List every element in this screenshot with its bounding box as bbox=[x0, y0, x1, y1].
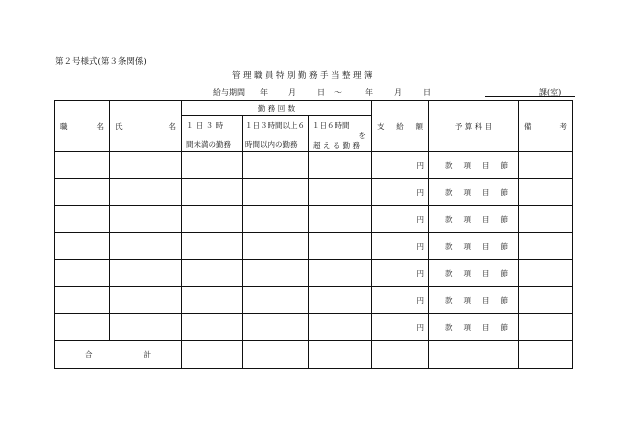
table-row bbox=[55, 179, 573, 206]
payment-cell[interactable] bbox=[372, 287, 429, 314]
budget-item-label: 節 bbox=[500, 322, 508, 332]
budget-cell[interactable] bbox=[429, 314, 519, 341]
payment-cell[interactable] bbox=[372, 179, 429, 206]
remarks-cell[interactable] bbox=[519, 152, 573, 179]
post-cell[interactable] bbox=[55, 260, 110, 287]
period-day-1: 日 bbox=[317, 88, 325, 97]
ledger-table bbox=[54, 100, 573, 369]
name-cell[interactable] bbox=[110, 314, 182, 341]
name-cell[interactable] bbox=[110, 152, 182, 179]
under-3h-cell[interactable] bbox=[182, 152, 243, 179]
total-payment[interactable] bbox=[372, 341, 429, 369]
period-tilde: 〜 bbox=[334, 88, 342, 97]
budget-item-labels bbox=[429, 322, 518, 333]
post-cell[interactable] bbox=[55, 314, 110, 341]
3h-to-6h-cell[interactable] bbox=[243, 233, 309, 260]
budget-cell[interactable] bbox=[429, 233, 519, 260]
budget-item-label: 款 bbox=[445, 322, 453, 332]
table-row bbox=[55, 314, 573, 341]
budget-item-label: 款 bbox=[445, 241, 453, 251]
remarks-cell[interactable] bbox=[519, 287, 573, 314]
period-year-1: 年 bbox=[260, 88, 268, 97]
remarks-cell[interactable] bbox=[519, 206, 573, 233]
budget-item-labels bbox=[429, 268, 518, 279]
remarks-header: 備 考 bbox=[519, 101, 573, 152]
department-blank-line bbox=[485, 96, 575, 97]
3h-to-6h-cell[interactable] bbox=[243, 260, 309, 287]
budget-item-label: 目 bbox=[482, 295, 490, 305]
yen-label: 円 bbox=[416, 241, 424, 251]
yen-label: 円 bbox=[416, 295, 424, 305]
under-3h-cell[interactable] bbox=[182, 179, 243, 206]
total-3h-to-6h[interactable] bbox=[243, 341, 309, 369]
name-cell[interactable] bbox=[110, 179, 182, 206]
budget-cell[interactable] bbox=[429, 287, 519, 314]
payment-cell[interactable] bbox=[372, 314, 429, 341]
name-cell[interactable] bbox=[110, 206, 182, 233]
name-cell[interactable] bbox=[110, 287, 182, 314]
payment-cell[interactable] bbox=[372, 206, 429, 233]
budget-item-label: 節 bbox=[500, 187, 508, 197]
total-under-3h[interactable] bbox=[182, 341, 243, 369]
budget-item-labels bbox=[429, 187, 518, 198]
over-6h-cell[interactable] bbox=[309, 260, 372, 287]
period-month-1: 月 bbox=[288, 88, 296, 97]
post-cell[interactable] bbox=[55, 233, 110, 260]
budget-item-label: 款 bbox=[445, 160, 453, 170]
budget-item-label: 目 bbox=[482, 214, 490, 224]
budget-item-label: 節 bbox=[500, 268, 508, 278]
post-cell[interactable] bbox=[55, 287, 110, 314]
over-6h-cell[interactable] bbox=[309, 152, 372, 179]
remarks-cell[interactable] bbox=[519, 179, 573, 206]
budget-item-label: 款 bbox=[445, 214, 453, 224]
budget-item-label: 項 bbox=[463, 187, 471, 197]
pay-period-label: 給与期間 bbox=[213, 88, 245, 97]
budget-item-labels bbox=[429, 295, 518, 306]
department-suffix: 課(室) bbox=[539, 88, 562, 97]
form-number-label: 第２号様式(第３条関係) bbox=[55, 57, 147, 67]
name-cell[interactable] bbox=[110, 233, 182, 260]
yen-label: 円 bbox=[416, 268, 424, 278]
remarks-cell[interactable] bbox=[519, 233, 573, 260]
remarks-cell[interactable] bbox=[519, 314, 573, 341]
document-title: 管理職員特別勤務手当整理簿 bbox=[232, 71, 376, 81]
over-6h-cell[interactable] bbox=[309, 233, 372, 260]
budget-cell[interactable] bbox=[429, 260, 519, 287]
3h-to-6h-cell[interactable] bbox=[243, 152, 309, 179]
over-6h-cell[interactable] bbox=[309, 314, 372, 341]
table-row bbox=[55, 233, 573, 260]
yen-label: 円 bbox=[416, 187, 424, 197]
under-3h-cell[interactable] bbox=[182, 260, 243, 287]
period-year-2: 年 bbox=[365, 88, 373, 97]
work-count-header: 勤 務 回 数 bbox=[182, 101, 372, 116]
budget-item-label: 項 bbox=[463, 268, 471, 278]
budget-item-label: 目 bbox=[482, 322, 490, 332]
payment-cell[interactable] bbox=[372, 233, 429, 260]
under-3h-cell[interactable] bbox=[182, 287, 243, 314]
3h-to-6h-header: １日３時間以上６ 時間以内の勤務 bbox=[243, 116, 309, 152]
budget-item-label: 節 bbox=[500, 160, 508, 170]
post-cell[interactable] bbox=[55, 179, 110, 206]
budget-item-labels bbox=[429, 214, 518, 225]
budget-item-label: 項 bbox=[463, 214, 471, 224]
total-over-6h[interactable] bbox=[309, 341, 372, 369]
budget-cell[interactable] bbox=[429, 152, 519, 179]
budget-item-label: 目 bbox=[482, 268, 490, 278]
budget-item-label: 款 bbox=[445, 295, 453, 305]
under-3h-header: １ 日 ３ 時 間未満の勤務 bbox=[182, 116, 243, 152]
budget-cell[interactable] bbox=[429, 179, 519, 206]
budget-header: 予 算 科 目 bbox=[429, 101, 519, 152]
period-day-2: 日 bbox=[423, 88, 431, 97]
budget-cell[interactable] bbox=[429, 206, 519, 233]
budget-item-label: 節 bbox=[500, 214, 508, 224]
payment-cell[interactable] bbox=[372, 152, 429, 179]
table-row bbox=[55, 152, 573, 179]
budget-item-label: 目 bbox=[482, 187, 490, 197]
3h-to-6h-cell[interactable] bbox=[243, 206, 309, 233]
budget-item-label: 節 bbox=[500, 295, 508, 305]
budget-item-label: 項 bbox=[463, 160, 471, 170]
total-label: 合 計 bbox=[55, 341, 182, 369]
budget-item-label: 項 bbox=[463, 241, 471, 251]
table-row bbox=[55, 287, 573, 314]
yen-label: 円 bbox=[416, 214, 424, 224]
3h-to-6h-cell[interactable] bbox=[243, 287, 309, 314]
under-3h-cell[interactable] bbox=[182, 206, 243, 233]
period-month-2: 月 bbox=[394, 88, 402, 97]
header-row-1 bbox=[55, 101, 573, 116]
name-header: 氏 名 bbox=[110, 101, 182, 152]
budget-item-label: 項 bbox=[463, 295, 471, 305]
under-3h-cell[interactable] bbox=[182, 233, 243, 260]
budget-item-label: 款 bbox=[445, 268, 453, 278]
3h-to-6h-cell[interactable] bbox=[243, 314, 309, 341]
budget-item-label: 款 bbox=[445, 187, 453, 197]
budget-item-label: 目 bbox=[482, 160, 490, 170]
payment-header: 支 給 額 bbox=[372, 101, 429, 152]
yen-label: 円 bbox=[416, 160, 424, 170]
budget-item-labels bbox=[429, 241, 518, 252]
post-cell[interactable] bbox=[55, 152, 110, 179]
payment-cell[interactable] bbox=[372, 260, 429, 287]
3h-to-6h-cell[interactable] bbox=[243, 179, 309, 206]
budget-item-labels bbox=[429, 160, 518, 171]
table-row bbox=[55, 260, 573, 287]
over-6h-cell[interactable] bbox=[309, 179, 372, 206]
over-6h-header: １日６時間 を 超 え る 勤 務 bbox=[309, 116, 372, 152]
yen-label: 円 bbox=[416, 322, 424, 332]
over-6h-cell[interactable] bbox=[309, 287, 372, 314]
total-remarks[interactable] bbox=[519, 341, 573, 369]
table-row bbox=[55, 206, 573, 233]
budget-item-label: 項 bbox=[463, 322, 471, 332]
total-budget[interactable] bbox=[429, 341, 519, 369]
name-cell[interactable] bbox=[110, 260, 182, 287]
budget-item-label: 目 bbox=[482, 241, 490, 251]
over-6h-cell[interactable] bbox=[309, 206, 372, 233]
total-row bbox=[55, 341, 573, 369]
under-3h-cell[interactable] bbox=[182, 314, 243, 341]
budget-item-label: 節 bbox=[500, 241, 508, 251]
post-header: 職 名 bbox=[55, 101, 110, 152]
post-cell[interactable] bbox=[55, 206, 110, 233]
remarks-cell[interactable] bbox=[519, 260, 573, 287]
